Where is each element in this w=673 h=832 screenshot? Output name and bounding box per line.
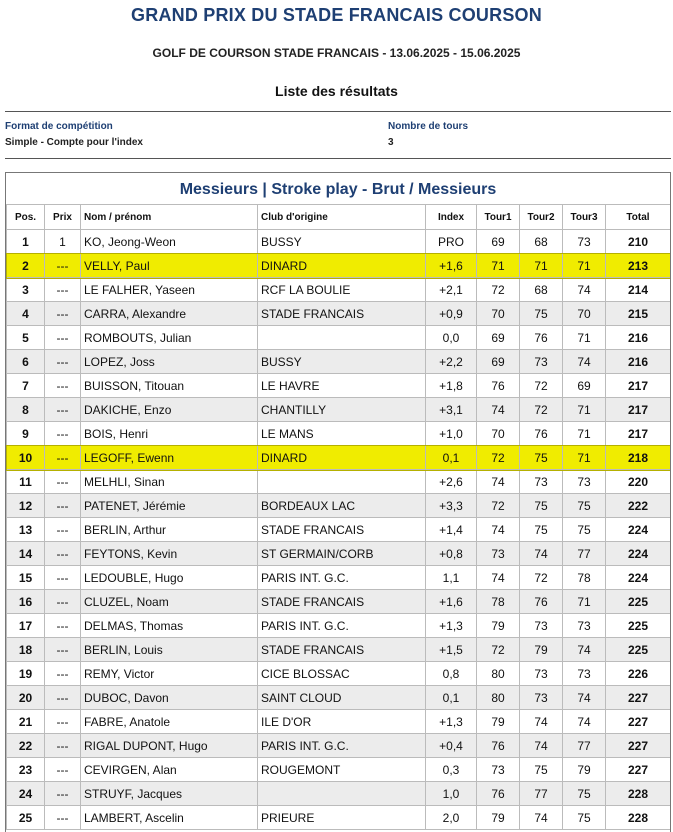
player-name-cell: BOIS, Henri <box>81 422 258 446</box>
tour3-score-cell: 71 <box>563 326 606 350</box>
total-score-cell: 227 <box>606 734 671 758</box>
table-row[interactable] <box>7 350 671 374</box>
player-name-cell: LOPEZ, Joss <box>81 350 258 374</box>
tour2-score-cell: 68 <box>520 230 563 254</box>
tour1-score-cell: 78 <box>477 590 520 614</box>
col-header-index[interactable]: Index <box>426 205 477 230</box>
prize-cell: --- <box>45 254 81 278</box>
pos-cell: 12 <box>7 494 45 518</box>
total-score-cell: 222 <box>606 494 671 518</box>
col-header-name[interactable]: Nom / prénom <box>81 205 258 230</box>
tour3-score-cell: 78 <box>563 566 606 590</box>
club-cell: LE HAVRE <box>258 374 426 398</box>
tour2-score-cell: 73 <box>520 662 563 686</box>
tour3-score-cell: 75 <box>563 518 606 542</box>
club-cell <box>258 326 426 350</box>
tour1-score-cell: 76 <box>477 734 520 758</box>
tour3-score-cell: 73 <box>563 230 606 254</box>
table-row[interactable] <box>7 758 671 782</box>
format-label: Format de compétition <box>5 121 113 132</box>
total-score-cell: 216 <box>606 350 671 374</box>
prize-cell: --- <box>45 590 81 614</box>
total-score-cell: 216 <box>606 326 671 350</box>
tour3-score-cell: 71 <box>563 398 606 422</box>
prize-cell: --- <box>45 542 81 566</box>
prize-cell: --- <box>45 470 81 494</box>
tour3-score-cell: 71 <box>563 446 606 470</box>
table-header-row <box>7 205 671 230</box>
club-cell: PARIS INT. G.C. <box>258 614 426 638</box>
format-value: Simple - Compte pour l'index <box>5 137 143 148</box>
tour1-score-cell: 71 <box>477 254 520 278</box>
total-score-cell: 213 <box>606 254 671 278</box>
tour1-score-cell: 80 <box>477 686 520 710</box>
club-cell: PRIEURE <box>258 806 426 830</box>
tour3-score-cell: 74 <box>563 350 606 374</box>
player-name-cell: DELMAS, Thomas <box>81 614 258 638</box>
tour3-score-cell: 70 <box>563 302 606 326</box>
player-name-cell: CLUZEL, Noam <box>81 590 258 614</box>
pos-cell: 21 <box>7 710 45 734</box>
section-title: Messieurs | Stroke play - Brut / Messieurs <box>179 181 497 198</box>
tour2-score-cell: 75 <box>520 518 563 542</box>
prize-cell: --- <box>45 518 81 542</box>
tour2-score-cell: 72 <box>520 398 563 422</box>
pos-cell: 5 <box>7 326 45 350</box>
tour2-score-cell: 73 <box>520 350 563 374</box>
total-score-cell: 227 <box>606 710 671 734</box>
club-cell: LE MANS <box>258 422 426 446</box>
total-score-cell: 214 <box>606 278 671 302</box>
prize-cell: --- <box>45 806 81 830</box>
player-name-cell: ROMBOUTS, Julian <box>81 326 258 350</box>
total-score-cell: 228 <box>606 806 671 830</box>
total-score-cell: 225 <box>606 638 671 662</box>
table-row[interactable] <box>7 614 671 638</box>
player-name-cell: FEYTONS, Kevin <box>81 542 258 566</box>
tour3-score-cell: 77 <box>563 734 606 758</box>
player-name-cell: LAMBERT, Ascelin <box>81 806 258 830</box>
player-name-cell: FABRE, Anatole <box>81 710 258 734</box>
tour1-score-cell: 74 <box>477 518 520 542</box>
table-row[interactable] <box>7 734 671 758</box>
tour3-score-cell: 75 <box>563 494 606 518</box>
club-cell: ST GERMAIN/CORB <box>258 542 426 566</box>
total-score-cell: 228 <box>606 782 671 806</box>
prize-cell: --- <box>45 302 81 326</box>
player-name-cell: DUBOC, Davon <box>81 686 258 710</box>
total-score-cell: 227 <box>606 686 671 710</box>
pos-cell: 14 <box>7 542 45 566</box>
prize-cell: --- <box>45 350 81 374</box>
player-name-cell: MELHLI, Sinan <box>81 470 258 494</box>
total-score-cell: 217 <box>606 374 671 398</box>
tour2-score-cell: 73 <box>520 470 563 494</box>
table-row[interactable] <box>7 806 671 830</box>
prize-cell: --- <box>45 446 81 470</box>
tour3-score-cell: 73 <box>563 614 606 638</box>
pos-cell: 15 <box>7 566 45 590</box>
tour1-score-cell: 74 <box>477 470 520 494</box>
index-cell: +1,0 <box>426 422 477 446</box>
pos-cell: 4 <box>7 302 45 326</box>
index-cell: +0,9 <box>426 302 477 326</box>
index-cell: 0,1 <box>426 686 477 710</box>
index-cell: +1,6 <box>426 590 477 614</box>
pos-cell: 25 <box>7 806 45 830</box>
table-row[interactable] <box>7 398 671 422</box>
prize-cell: --- <box>45 638 81 662</box>
tour2-score-cell: 73 <box>520 614 563 638</box>
tour1-score-cell: 73 <box>477 758 520 782</box>
total-score-cell: 225 <box>606 590 671 614</box>
table-row[interactable] <box>7 686 671 710</box>
prize-cell: --- <box>45 278 81 302</box>
pos-cell: 18 <box>7 638 45 662</box>
club-cell: CHANTILLY <box>258 398 426 422</box>
player-name-cell: LE FALHER, Yaseen <box>81 278 258 302</box>
player-name-cell: VELLY, Paul <box>81 254 258 278</box>
tour2-score-cell: 75 <box>520 494 563 518</box>
index-cell: 0,1 <box>426 446 477 470</box>
club-cell: ROUGEMONT <box>258 758 426 782</box>
pos-cell: 11 <box>7 470 45 494</box>
index-cell: +3,1 <box>426 398 477 422</box>
tour3-score-cell: 71 <box>563 254 606 278</box>
prize-cell: --- <box>45 686 81 710</box>
prize-cell: --- <box>45 494 81 518</box>
prize-cell: --- <box>45 710 81 734</box>
club-cell: STADE FRANCAIS <box>258 302 426 326</box>
table-row[interactable] <box>7 542 671 566</box>
player-name-cell: BERLIN, Arthur <box>81 518 258 542</box>
club-cell: CICE BLOSSAC <box>258 662 426 686</box>
table-row[interactable] <box>7 590 671 614</box>
tour2-score-cell: 71 <box>520 254 563 278</box>
total-score-cell: 225 <box>606 614 671 638</box>
total-score-cell: 217 <box>606 398 671 422</box>
club-cell: ILE D'OR <box>258 710 426 734</box>
pos-cell: 7 <box>7 374 45 398</box>
player-name-cell: KO, Jeong-Weon <box>81 230 258 254</box>
divider-top <box>5 111 671 112</box>
col-header-tour2[interactable]: Tour2 <box>520 205 563 230</box>
index-cell: +0,8 <box>426 542 477 566</box>
tour2-score-cell: 76 <box>520 590 563 614</box>
prize-cell: --- <box>45 326 81 350</box>
prize-cell: --- <box>45 422 81 446</box>
index-cell: +1,3 <box>426 614 477 638</box>
pos-cell: 1 <box>7 230 45 254</box>
prize-cell: --- <box>45 758 81 782</box>
club-cell: DINARD <box>258 446 426 470</box>
index-cell: +3,3 <box>426 494 477 518</box>
tour3-score-cell: 73 <box>563 470 606 494</box>
tour3-score-cell: 69 <box>563 374 606 398</box>
tour2-score-cell: 72 <box>520 566 563 590</box>
total-score-cell: 210 <box>606 230 671 254</box>
club-cell <box>258 470 426 494</box>
col-header-tour3[interactable]: Tour3 <box>563 205 606 230</box>
pos-cell: 20 <box>7 686 45 710</box>
col-header-tour1[interactable]: Tour1 <box>477 205 520 230</box>
pos-cell: 9 <box>7 422 45 446</box>
player-name-cell: CEVIRGEN, Alan <box>81 758 258 782</box>
club-cell: PARIS INT. G.C. <box>258 734 426 758</box>
prize-cell: --- <box>45 782 81 806</box>
pos-cell: 19 <box>7 662 45 686</box>
total-score-cell: 224 <box>606 566 671 590</box>
club-cell: RCF LA BOULIE <box>258 278 426 302</box>
table-row[interactable] <box>7 374 671 398</box>
pos-cell: 6 <box>7 350 45 374</box>
tour1-score-cell: 79 <box>477 806 520 830</box>
tour2-score-cell: 73 <box>520 686 563 710</box>
index-cell: +1,4 <box>426 518 477 542</box>
tour1-score-cell: 76 <box>477 374 520 398</box>
player-name-cell: BUISSON, Titouan <box>81 374 258 398</box>
table-row[interactable] <box>7 494 671 518</box>
player-name-cell: DAKICHE, Enzo <box>81 398 258 422</box>
event-subtitle: GOLF DE COURSON STADE FRANCAIS - 13.06.2025 - 15.06.2025 <box>152 46 521 60</box>
pos-cell: 17 <box>7 614 45 638</box>
tour3-score-cell: 75 <box>563 782 606 806</box>
club-cell <box>258 782 426 806</box>
table-row[interactable] <box>7 278 671 302</box>
prize-cell: --- <box>45 566 81 590</box>
total-score-cell: 227 <box>606 758 671 782</box>
index-cell: +1,6 <box>426 254 477 278</box>
index-cell: 1,0 <box>426 782 477 806</box>
tour2-score-cell: 75 <box>520 302 563 326</box>
tour2-score-cell: 75 <box>520 446 563 470</box>
tour1-score-cell: 79 <box>477 710 520 734</box>
tour1-score-cell: 69 <box>477 326 520 350</box>
total-score-cell: 226 <box>606 662 671 686</box>
tour1-score-cell: 80 <box>477 662 520 686</box>
tour2-score-cell: 76 <box>520 326 563 350</box>
tour2-score-cell: 77 <box>520 782 563 806</box>
tour3-score-cell: 71 <box>563 590 606 614</box>
table-row[interactable] <box>7 710 671 734</box>
player-name-cell: CARRA, Alexandre <box>81 302 258 326</box>
club-cell: BORDEAUX LAC <box>258 494 426 518</box>
club-cell: BUSSY <box>258 350 426 374</box>
table-row[interactable] <box>7 638 671 662</box>
player-name-cell: REMY, Victor <box>81 662 258 686</box>
rounds-label: Nombre de tours <box>388 121 469 132</box>
prize-cell: 1 <box>45 230 81 254</box>
tour1-score-cell: 74 <box>477 566 520 590</box>
results-panel <box>5 172 671 832</box>
pos-cell: 23 <box>7 758 45 782</box>
total-score-cell: 218 <box>606 446 671 470</box>
prize-cell: --- <box>45 614 81 638</box>
table-row[interactable] <box>7 566 671 590</box>
pos-cell: 2 <box>7 254 45 278</box>
player-name-cell: PATENET, Jérémie <box>81 494 258 518</box>
table-row[interactable] <box>7 518 671 542</box>
rounds-value: 3 <box>388 137 394 148</box>
index-cell: +1,5 <box>426 638 477 662</box>
tour1-score-cell: 72 <box>477 446 520 470</box>
tour2-score-cell: 68 <box>520 278 563 302</box>
col-header-pos[interactable]: Pos. <box>7 205 45 230</box>
table-row[interactable] <box>7 302 671 326</box>
tour1-score-cell: 72 <box>477 278 520 302</box>
col-header-club[interactable]: Club d'origine <box>258 205 426 230</box>
prize-cell: --- <box>45 662 81 686</box>
tour2-score-cell: 76 <box>520 422 563 446</box>
tour1-score-cell: 72 <box>477 638 520 662</box>
tour2-score-cell: 74 <box>520 734 563 758</box>
index-cell: 1,1 <box>426 566 477 590</box>
table-row[interactable] <box>7 326 671 350</box>
table-row[interactable] <box>7 422 671 446</box>
player-name-cell: BERLIN, Louis <box>81 638 258 662</box>
index-cell: PRO <box>426 230 477 254</box>
tour3-score-cell: 74 <box>563 638 606 662</box>
tour3-score-cell: 74 <box>563 278 606 302</box>
list-title: Liste des résultats <box>275 83 398 99</box>
index-cell: +1,8 <box>426 374 477 398</box>
tour3-score-cell: 71 <box>563 422 606 446</box>
results-table <box>6 204 671 830</box>
tour2-score-cell: 79 <box>520 638 563 662</box>
tour1-score-cell: 76 <box>477 782 520 806</box>
table-row[interactable] <box>7 446 671 470</box>
tour1-score-cell: 69 <box>477 230 520 254</box>
prize-cell: --- <box>45 398 81 422</box>
index-cell: +0,4 <box>426 734 477 758</box>
pos-cell: 22 <box>7 734 45 758</box>
player-name-cell: LEDOUBLE, Hugo <box>81 566 258 590</box>
club-cell: DINARD <box>258 254 426 278</box>
total-score-cell: 217 <box>606 422 671 446</box>
tour3-score-cell: 74 <box>563 710 606 734</box>
tour1-score-cell: 79 <box>477 614 520 638</box>
index-cell: 0,3 <box>426 758 477 782</box>
page-title: GRAND PRIX DU STADE FRANCAIS COURSON <box>131 5 542 25</box>
index-cell: +1,3 <box>426 710 477 734</box>
tour2-score-cell: 74 <box>520 542 563 566</box>
col-header-prix[interactable]: Prix <box>45 205 81 230</box>
club-cell: STADE FRANCAIS <box>258 590 426 614</box>
prize-cell: --- <box>45 734 81 758</box>
index-cell: +2,6 <box>426 470 477 494</box>
tour1-score-cell: 72 <box>477 494 520 518</box>
table-row[interactable] <box>7 230 671 254</box>
tour2-score-cell: 75 <box>520 758 563 782</box>
tour2-score-cell: 74 <box>520 806 563 830</box>
index-cell: 0,0 <box>426 326 477 350</box>
table-row[interactable] <box>7 782 671 806</box>
player-name-cell: LEGOFF, Ewenn <box>81 446 258 470</box>
index-cell: 2,0 <box>426 806 477 830</box>
tour1-score-cell: 70 <box>477 302 520 326</box>
tour3-score-cell: 74 <box>563 686 606 710</box>
table-row[interactable] <box>7 470 671 494</box>
club-cell: BUSSY <box>258 230 426 254</box>
tour2-score-cell: 72 <box>520 374 563 398</box>
tour3-score-cell: 73 <box>563 662 606 686</box>
club-cell: SAINT CLOUD <box>258 686 426 710</box>
index-cell: 0,8 <box>426 662 477 686</box>
pos-cell: 13 <box>7 518 45 542</box>
total-score-cell: 220 <box>606 470 671 494</box>
table-row[interactable] <box>7 254 671 278</box>
pos-cell: 8 <box>7 398 45 422</box>
table-row[interactable] <box>7 662 671 686</box>
club-cell: STADE FRANCAIS <box>258 638 426 662</box>
tour3-score-cell: 79 <box>563 758 606 782</box>
divider-bottom <box>5 158 671 159</box>
tour3-score-cell: 75 <box>563 806 606 830</box>
player-name-cell: STRUYF, Jacques <box>81 782 258 806</box>
tour1-score-cell: 73 <box>477 542 520 566</box>
total-score-cell: 224 <box>606 542 671 566</box>
player-name-cell: RIGAL DUPONT, Hugo <box>81 734 258 758</box>
club-cell: STADE FRANCAIS <box>258 518 426 542</box>
total-score-cell: 215 <box>606 302 671 326</box>
col-header-total[interactable]: Total <box>606 205 671 230</box>
index-cell: +2,2 <box>426 350 477 374</box>
prize-cell: --- <box>45 374 81 398</box>
pos-cell: 24 <box>7 782 45 806</box>
index-cell: +2,1 <box>426 278 477 302</box>
pos-cell: 16 <box>7 590 45 614</box>
total-score-cell: 224 <box>606 518 671 542</box>
pos-cell: 10 <box>7 446 45 470</box>
tour1-score-cell: 70 <box>477 422 520 446</box>
tour3-score-cell: 77 <box>563 542 606 566</box>
tour2-score-cell: 74 <box>520 710 563 734</box>
tour1-score-cell: 74 <box>477 398 520 422</box>
club-cell: PARIS INT. G.C. <box>258 566 426 590</box>
pos-cell: 3 <box>7 278 45 302</box>
tour1-score-cell: 69 <box>477 350 520 374</box>
